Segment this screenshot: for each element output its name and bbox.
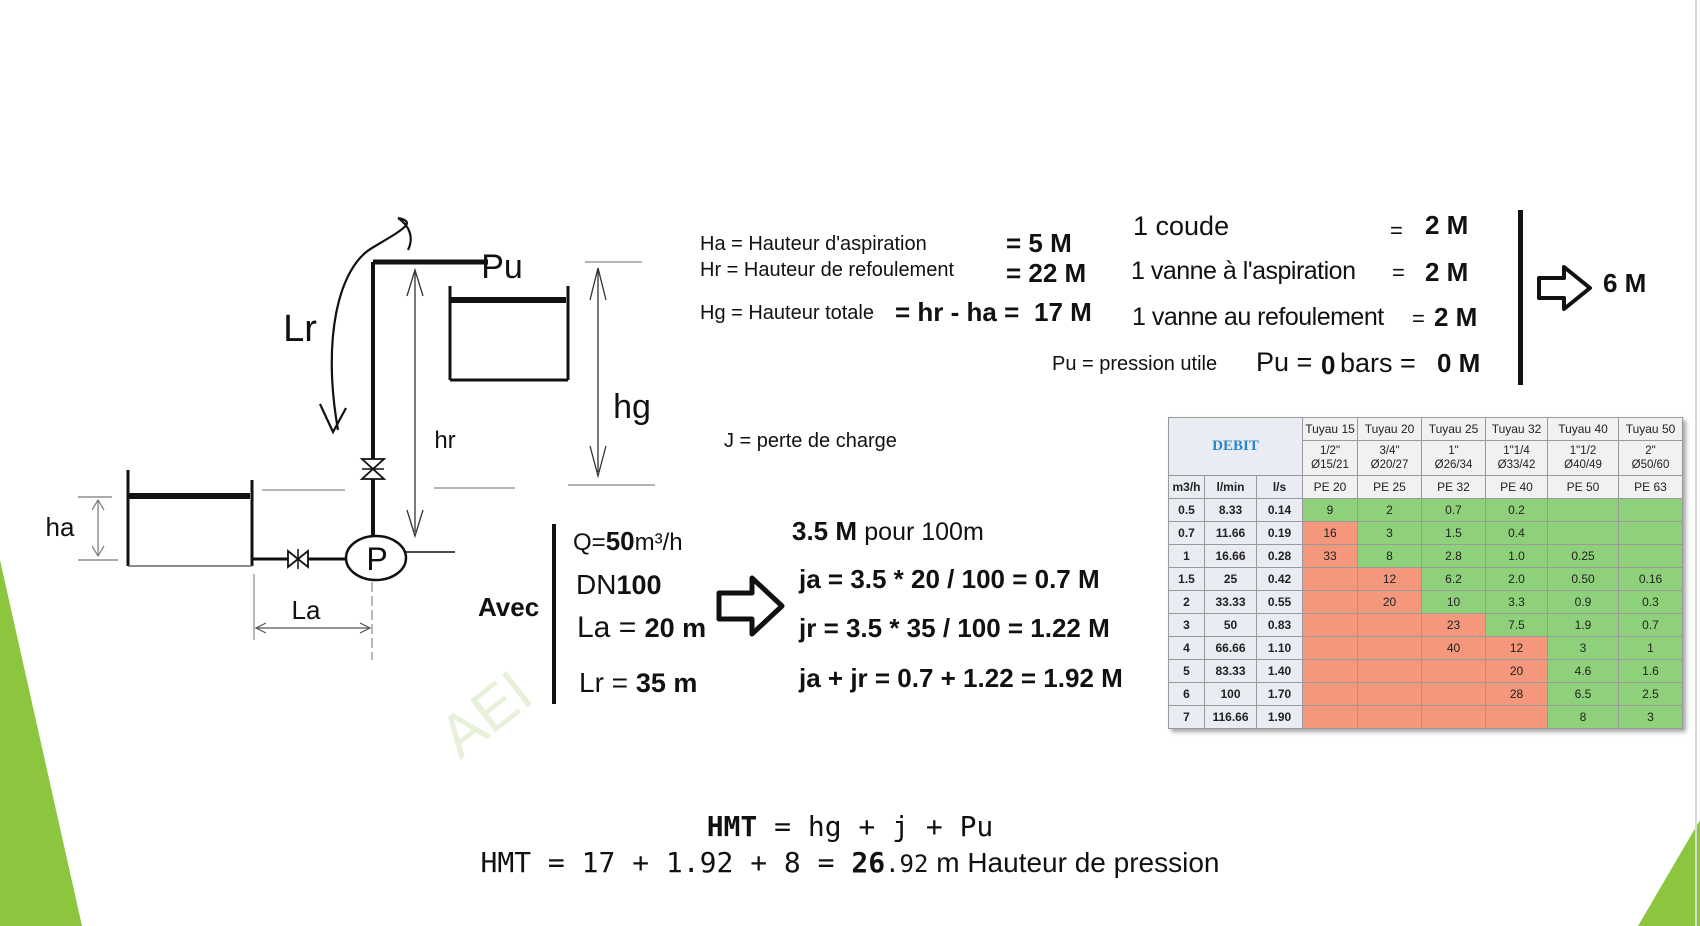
def-hr-value: = 22 M [1006,258,1087,288]
flow-ls: 0.19 [1257,522,1303,545]
label-lr: Lr [283,308,317,350]
loss-cell: 0.50 [1548,568,1619,591]
loss-cell: 23 [1422,614,1486,637]
loss-vanne-ref-label: 1 vanne au refoulement [1132,303,1384,331]
pipe-pe: PE 40 [1486,476,1548,499]
hmt-result-start: HMT = 17 + 1.92 + 8 = [480,846,852,879]
hmt-title: HMT [706,810,758,843]
def-pu-label: Pu = pression utile [1052,353,1218,375]
flow-lmin: 16.66 [1205,545,1257,568]
hmt-result-unit: m Hauteur de pression [928,847,1220,878]
debit-label: DEBIT [1169,418,1303,476]
table-row [1169,522,1683,545]
loss-cell [1619,545,1683,568]
loss-cell: 3 [1548,637,1619,660]
loss-cell [1619,499,1683,522]
flow-lmin: 50 [1205,614,1257,637]
pipe-pe: PE 63 [1619,476,1683,499]
loss-cell [1303,683,1358,706]
calc-arrow-icon [716,574,786,638]
avec-la [577,611,706,645]
pipe-name: Tuyau 20 [1358,418,1422,441]
table-row [1169,614,1683,637]
flow-m3h: 1.5 [1169,568,1205,591]
losses-total-value: 6 M [1603,268,1647,298]
loss-cell: 1.5 [1422,522,1486,545]
calc-jr: jr = 3.5 * 35 / 100 = 1.22 M [799,613,1110,643]
avec-q-unit: m³/h [634,529,683,556]
loss-cell: 3.3 [1486,591,1548,614]
label-hr: hr [434,427,456,454]
def-pu-m: 0 M [1437,348,1481,378]
def-ha-value: = 5 M [1006,228,1072,258]
suction-tank [128,470,252,566]
def-hg-value: 17 M [1034,297,1092,327]
loss-cell [1303,637,1358,660]
loss-cell: 20 [1486,660,1548,683]
table-row [1169,545,1683,568]
avec-bracket-bar [552,524,556,704]
table-row [1169,499,1683,522]
table-row [1169,706,1683,729]
table-unit-row [1169,476,1683,499]
flow-lmin: 83.33 [1205,660,1257,683]
flow-m3h: 0.5 [1169,499,1205,522]
loss-cell: 20 [1358,591,1422,614]
pipe-size [1303,441,1358,476]
label-hg: hg [613,388,651,426]
pipe-size [1548,441,1619,476]
def-ha-label: Ha = Hauteur d'aspiration [700,233,927,255]
def-pu-eq: Pu = [1256,347,1313,377]
label-ha: ha [45,512,75,542]
losses-bracket-bar [1518,210,1523,385]
loss-cell: 2 [1358,499,1422,522]
loss-cell: 4.6 [1548,660,1619,683]
pipe-name: Tuyau 50 [1619,418,1683,441]
ha-dimension [78,497,118,560]
avec-q [573,526,683,557]
avec-q-value: 50 [605,526,635,556]
calc-sum: ja + jr = 0.7 + 1.22 = 1.92 M [799,663,1123,693]
table-row [1169,568,1683,591]
pipe-dia: Ø26/34 [1434,459,1473,471]
pipe-size-in: 1" [1448,445,1459,457]
pipe-pe: PE 32 [1422,476,1486,499]
flow-ls: 0.83 [1257,614,1303,637]
loss-cell: 28 [1486,683,1548,706]
pipe-dia: Ø50/60 [1631,459,1670,471]
loss-cell [1303,568,1358,591]
pipe-dia: Ø15/21 [1311,459,1349,471]
flow-m3h: 6 [1169,683,1205,706]
loss-cell: 12 [1358,568,1422,591]
flow-ls: 0.14 [1257,499,1303,522]
loss-cell: 1.0 [1486,545,1548,568]
loss-cell: 0.3 [1619,591,1683,614]
table-header-row [1169,418,1683,441]
pipe-pe: PE 25 [1358,476,1422,499]
loss-cell [1619,522,1683,545]
loss-cell [1422,706,1486,729]
flow-m3h: 5 [1169,660,1205,683]
loss-cell: 2.8 [1422,545,1486,568]
loss-cell: 0.7 [1619,614,1683,637]
label-pump: P [366,541,388,577]
flow-ls: 0.28 [1257,545,1303,568]
lr-curved-arrow [320,218,411,432]
loss-cell: 3 [1619,706,1683,729]
debit-table-body [1169,418,1683,729]
loss-cell: 2.5 [1619,683,1683,706]
flow-m3h: 1 [1169,545,1205,568]
pipe-dia: Ø40/49 [1564,459,1602,471]
suction-valve-icon [288,549,308,569]
flow-ls: 1.90 [1257,706,1303,729]
hr-arrow [407,270,423,536]
loss-cell: 0.4 [1486,522,1548,545]
loss-cell: 1.6 [1619,660,1683,683]
flow-m3h: 3 [1169,614,1205,637]
avec-q-label: Q= [573,529,606,556]
flow-m3h: 0.7 [1169,522,1205,545]
loss-cell [1548,499,1619,522]
loss-cell [1303,660,1358,683]
loss-vanne-asp-label: 1 vanne à l'aspiration [1131,257,1356,285]
delivery-tank [450,286,568,380]
loss-cell [1422,683,1486,706]
hmt-formula-rest: = hg + j + Pu [757,810,994,843]
discharge-valve-icon [362,459,384,479]
loss-cell: 10 [1422,591,1486,614]
loss-cell [1358,706,1422,729]
flow-ls: 0.55 [1257,591,1303,614]
pipe-name: Tuyau 40 [1548,418,1619,441]
loss-cell: 33 [1303,545,1358,568]
label-la: La [291,595,321,625]
flow-m3h: 4 [1169,637,1205,660]
loss-cell [1358,614,1422,637]
loss-cell: 3 [1358,522,1422,545]
calc-per100-value: 3.5 M [792,516,858,546]
table-row [1169,660,1683,683]
flow-ls: 1.70 [1257,683,1303,706]
unit-header: l/min [1205,476,1257,499]
def-hg-formula: = hr - ha = [895,297,1020,327]
avec-lr [579,667,697,699]
pipe-pe: PE 50 [1548,476,1619,499]
pipe-size-in: 1/2" [1319,445,1341,457]
pipe-dia: Ø20/27 [1370,459,1409,471]
avec-lr-value: 35 m [635,668,698,698]
debit-table [1168,417,1683,729]
loss-coude-label: 1 coude [1133,211,1230,241]
pipe-size-in: 1"1/4 [1503,445,1530,457]
hmt-result [0,846,1700,879]
pipe-size-in: 3/4" [1379,445,1400,457]
loss-cell [1486,706,1548,729]
flow-lmin: 66.66 [1205,637,1257,660]
table-row [1169,683,1683,706]
loss-cell: 0.9 [1548,591,1619,614]
pipe-size [1358,441,1422,476]
loss-cell: 8 [1548,706,1619,729]
loss-vanne-ref-value: 2 M [1434,302,1478,332]
pipe-size [1486,441,1548,476]
label-pu: Pu [481,248,523,286]
loss-cell [1422,660,1486,683]
loss-cell: 0.16 [1619,568,1683,591]
avec-dn-label: DN [576,569,617,600]
loss-cell: 1 [1619,637,1683,660]
loss-cell: 6.2 [1422,568,1486,591]
loss-cell [1303,591,1358,614]
calc-per100-text: pour 100m [864,518,984,546]
avec-dn-value: 100 [616,570,662,600]
loss-cell: 40 [1422,637,1486,660]
loss-cell: 12 [1486,637,1548,660]
def-hg-label: Hg = Hauteur totale [700,302,874,324]
loss-vanne-asp-eq: = [1392,260,1405,285]
flow-ls: 0.42 [1257,568,1303,591]
loss-cell: 9 [1303,499,1358,522]
pipe-size-in: 1"1/2 [1569,445,1597,457]
loss-cell: 7.5 [1486,614,1548,637]
def-pu-unit: bars = [1340,348,1416,378]
loss-cell: 16 [1303,522,1358,545]
loss-cell: 1.9 [1548,614,1619,637]
loss-cell [1303,706,1358,729]
loss-vanne-asp-value: 2 M [1425,257,1469,287]
pipe-name: Tuyau 25 [1422,418,1486,441]
avec-title: Avec [478,592,540,622]
flow-lmin: 116.66 [1205,706,1257,729]
calc-per100 [792,516,984,547]
hmt-result-int: 26 [851,846,886,879]
pipe-dia: Ø33/42 [1497,459,1536,471]
flow-lmin: 33.33 [1205,591,1257,614]
flow-m3h: 2 [1169,591,1205,614]
loss-cell [1358,637,1422,660]
flow-m3h: 7 [1169,706,1205,729]
avec-lr-label: Lr = [579,667,636,698]
loss-vanne-ref-eq: = [1412,306,1425,331]
pipe-name: Tuyau 15 [1303,418,1358,441]
pipe-size [1619,441,1683,476]
loss-coude-value: 2 M [1425,210,1469,240]
def-hr-label: Hr = Hauteur de refoulement [700,259,955,281]
flow-lmin: 8.33 [1205,499,1257,522]
loss-coude-eq: = [1390,218,1403,243]
hg-arrow [590,268,606,476]
pipe-size [1422,441,1486,476]
pipe-size-in: 2" [1645,445,1656,457]
avec-dn [576,569,662,601]
avec-la-value: 20 m [644,613,707,643]
hmt-result-dec: .92 [885,850,929,878]
pipe-name: Tuyau 32 [1486,418,1548,441]
watermark: AEI [426,657,545,771]
loss-cell: 8 [1358,545,1422,568]
def-j: J = perte de charge [724,430,897,452]
hmt-formula [0,810,1700,843]
loss-cell: 6.5 [1548,683,1619,706]
table-row [1169,591,1683,614]
loss-cell: 0.2 [1486,499,1548,522]
loss-cell: 0.7 [1422,499,1486,522]
flow-lmin: 11.66 [1205,522,1257,545]
loss-cell: 0.25 [1548,545,1619,568]
pipe-pe: PE 20 [1303,476,1358,499]
unit-header: l/s [1257,476,1303,499]
flow-ls: 1.40 [1257,660,1303,683]
flow-lmin: 25 [1205,568,1257,591]
avec-la-label: La = [577,611,645,644]
losses-total-arrow-icon [1536,264,1594,312]
table-row [1169,637,1683,660]
unit-header: m3/h [1169,476,1205,499]
loss-cell: 2.0 [1486,568,1548,591]
loss-cell [1303,614,1358,637]
loss-cell [1548,522,1619,545]
def-pu-val: 0 [1321,350,1336,380]
calc-ja: ja = 3.5 * 20 / 100 = 0.7 M [799,564,1100,594]
loss-cell [1358,660,1422,683]
flow-lmin: 100 [1205,683,1257,706]
flow-ls: 1.10 [1257,637,1303,660]
loss-cell [1358,683,1422,706]
